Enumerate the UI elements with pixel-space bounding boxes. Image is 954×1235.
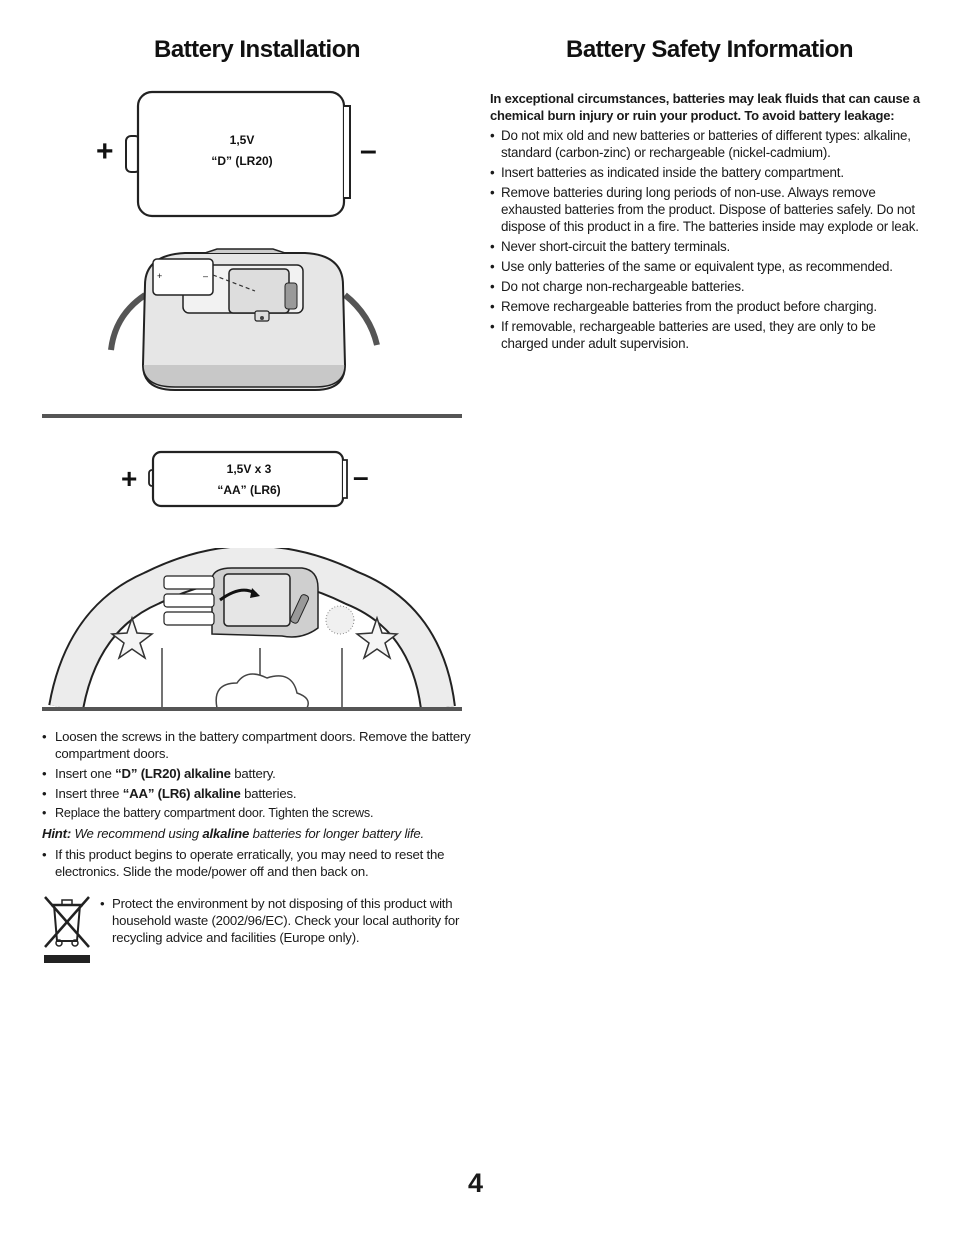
page-number: 4 (468, 1168, 484, 1198)
section-divider-bottom (42, 707, 462, 711)
step-text: batteries. (240, 786, 297, 801)
d-battery-type: “D” (LR20) (211, 154, 273, 168)
crossed-out-wheelie-bin-icon (42, 893, 92, 965)
step-text: Insert one (55, 766, 116, 781)
safety-item: • Remove batteries during long periods of non-use. Always remove exhausted batteries from the product. Dispose of batteries safely. Do not dispose of this product in a fire. The batteries inside may explode or leak. (490, 184, 920, 235)
steps-list-top (42, 728, 472, 822)
step-item: • Replace the battery compartment door. Tighten the screws. (42, 805, 472, 822)
d-compartment-illustration (105, 245, 385, 395)
step-item: • If this product begins to operate erratically, you may need to reset the electronics. Slide the mode/power off and then back on. (42, 846, 472, 880)
hint-emphasis: alkaline (202, 826, 250, 841)
d-battery-voltage: 1,5V (229, 133, 255, 147)
steps-list-bottom (42, 846, 472, 880)
safety-item: • Do not mix old and new batteries or batteries of different types: alkaline, standard (carbon-zinc) or rechargeable (nickel-cadmium). (490, 127, 920, 161)
safety-item: • If removable, rechargeable batteries are used, they are only to be charged under adult supervision. (490, 318, 920, 352)
safety-item: • Remove rechargeable batteries from the product before charging. (490, 298, 920, 315)
aa-battery-plus-sign: + (121, 463, 138, 494)
aa-compartment-illustration (42, 548, 462, 708)
d-battery-plus-sign: + (96, 135, 114, 168)
step-item: • Loosen the screws in the battery compartment doors. Remove the battery compartment doors. (42, 728, 472, 762)
hint-label: Hint: (42, 826, 72, 841)
battery-installation-title: Battery Installation (154, 36, 361, 63)
safety-item: • Do not charge non-rechargeable batteries. (490, 278, 920, 295)
step-text: battery. (230, 766, 276, 781)
aa-battery-minus-sign: – (353, 461, 369, 492)
safety-item: • Use only batteries of the same or equivalent type, as recommended. (490, 258, 920, 275)
safety-intro: In exceptional circumstances, batteries may leak fluids that can cause a chemical burn injury or ruin your product. To avoid battery leakage: (490, 91, 920, 123)
aa-battery-illustration (115, 448, 385, 513)
recycling-text: • Protect the environment by not disposing of this product with household waste (2002/96/EC). Check your local authority for recycling advice and facilities (Europe only). (100, 895, 482, 946)
d-battery-minus-sign: – (360, 134, 377, 167)
d-battery-illustration (90, 88, 390, 223)
hint-note (42, 825, 472, 842)
battery-safety-title: Battery Safety Information (566, 36, 854, 63)
safety-list (490, 127, 920, 352)
step-emphasis: “D” (LR20) alkaline (115, 766, 231, 781)
safety-info-section (490, 90, 920, 355)
step-text: Insert three (55, 786, 123, 801)
step-item (42, 765, 472, 782)
aa-battery-type: “AA” (LR6) (217, 483, 281, 497)
safety-item: • Never short-circuit the battery terminals. (490, 238, 920, 255)
svg-text:+: + (157, 271, 163, 281)
aa-battery-voltage: 1,5V x 3 (226, 462, 272, 476)
step-item (42, 785, 472, 802)
svg-text:–: – (203, 271, 209, 281)
section-divider-top (42, 414, 462, 418)
safety-item: • Insert batteries as indicated inside the battery compartment. (490, 164, 920, 181)
hint-text: We recommend using (71, 826, 203, 841)
installation-steps (42, 728, 472, 883)
hint-text: batteries for longer battery life. (249, 826, 424, 841)
step-emphasis: “AA” (LR6) alkaline (122, 786, 241, 801)
